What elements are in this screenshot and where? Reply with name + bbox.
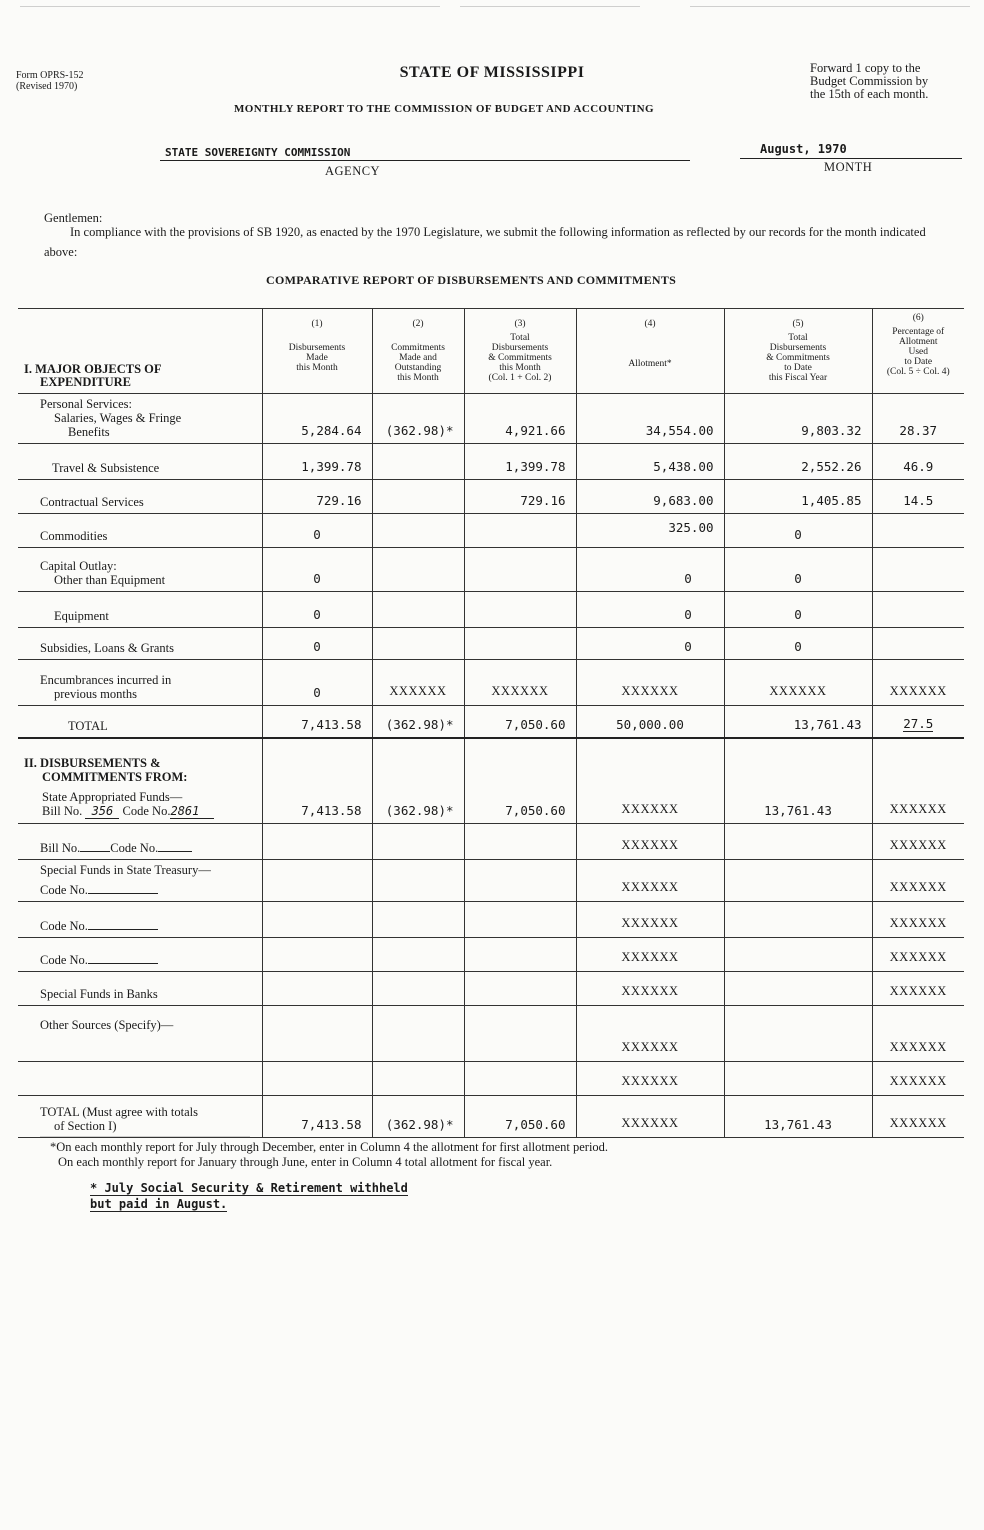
- cell-equipment-col4: 0: [576, 592, 724, 628]
- total1-pct-value: 27.5: [903, 715, 934, 731]
- cell-personal-col6: 28.37: [872, 394, 964, 444]
- col1-number: (1): [311, 319, 323, 329]
- row-label-special-banks: Special Funds in Banks: [18, 972, 262, 1006]
- cell-banks-col6: XXXXXX: [872, 972, 964, 1006]
- cell-equipment-col6: [872, 592, 964, 628]
- cell-total1-col3: 7,050.60: [464, 706, 576, 738]
- cell-capital-col6: [872, 548, 964, 592]
- col2-header: [372, 309, 464, 394]
- cell-encumbrances-col5: XXXXXX: [724, 660, 872, 706]
- encumbrances-label-2: previous months: [54, 687, 137, 701]
- cell-subsidies-col2: [372, 628, 464, 660]
- intro-paragraph: In compliance with the provisions of SB 1920, as enacted by the 1970 Legislature, we submit the following information as reflected by our records for the month indicated above:: [44, 225, 926, 259]
- cell-contractual-col4: 9,683.00: [576, 480, 724, 514]
- col3-label-2: Disbursements: [491, 343, 549, 353]
- cell-code-a-col4: XXXXXX: [576, 902, 724, 938]
- col3-label-1: Total: [510, 333, 530, 343]
- agency-label: AGENCY: [325, 164, 381, 178]
- cell-commodities-col5: 0: [724, 514, 872, 548]
- col5-label-1: Total: [788, 333, 808, 343]
- col2-number: (2): [412, 319, 424, 329]
- typed-note: [90, 1180, 408, 1212]
- form-revision: (Revised 1970): [16, 81, 78, 92]
- scan-artifact: [40, 1136, 250, 1137]
- cell-encumbrances-col6: XXXXXX: [872, 660, 964, 706]
- col5-label-5: this Fiscal Year: [768, 373, 828, 383]
- col6-label-2: Allotment: [898, 337, 938, 347]
- cell-travel-col5: 2,552.26: [724, 444, 872, 480]
- col6-label-5: (Col. 5 ÷ Col. 4): [886, 367, 950, 377]
- table-row-code-a: [18, 902, 964, 938]
- section1-title-line2: EXPENDITURE: [40, 375, 131, 389]
- code-a-label: Code No.: [40, 919, 88, 933]
- cell-total2-col4: XXXXXX: [576, 1096, 724, 1138]
- cell-travel-col2: [372, 444, 464, 480]
- cell-state-col2: (362.98)*: [372, 738, 464, 824]
- agency-name-value: STATE SOVEREIGNTY COMMISSION: [165, 146, 351, 159]
- col5-label-4: to Date: [784, 363, 812, 373]
- cell-encumbrances-col1: 0: [262, 660, 372, 706]
- cell-subsidies-col6: [872, 628, 964, 660]
- col2-label-1: Commitments: [391, 343, 445, 353]
- cell-personal-col3: 4,921.66: [464, 394, 576, 444]
- treasury-code-label: Code No.: [40, 883, 88, 897]
- greeting: Gentlemen:: [44, 211, 103, 225]
- month-underline: [740, 158, 962, 159]
- cell-code-b-col6: XXXXXX: [872, 938, 964, 972]
- row-label-personal-services: [18, 394, 262, 444]
- cell-encumbrances-col2: XXXXXX: [372, 660, 464, 706]
- row-label-bill-2: [18, 824, 262, 860]
- row-label-section1-total: TOTAL: [18, 706, 262, 738]
- cell-banks-col4: XXXXXX: [576, 972, 724, 1006]
- forward-line-1: Forward 1 copy to the: [810, 61, 921, 75]
- row-label-equipment: Equipment: [18, 592, 262, 628]
- cell-other-col4: XXXXXX: [576, 1006, 724, 1062]
- typed-note-line-2: but paid in August.: [90, 1197, 228, 1211]
- cell-commodities-col6: [872, 514, 964, 548]
- row-label-other-sources: Other Sources (Specify)—: [18, 1006, 262, 1062]
- col6-label-3: Used: [908, 347, 929, 357]
- bill-number-value: 356: [85, 804, 119, 819]
- cell-encumbrances-col4: XXXXXX: [576, 660, 724, 706]
- month-value: August, 1970: [760, 142, 847, 156]
- cell-total1-col5: 13,761.43: [724, 706, 872, 738]
- footnote-allotment: [50, 1140, 608, 1170]
- col5-label-3: & Commitments: [766, 353, 830, 363]
- table-row-bill-2: [18, 824, 964, 860]
- cell-capital-col5: 0: [724, 548, 872, 592]
- cell-commodities-col4: 325.00: [576, 514, 724, 548]
- cell-blank-col6: XXXXXX: [872, 1062, 964, 1096]
- footnote-line-2: On each monthly report for January through June, enter in Column 4 total allotment for fiscal year.: [58, 1155, 553, 1169]
- forward-line-3: the 15th of each month.: [810, 87, 929, 101]
- col3-label-3: & Commitments: [488, 353, 552, 363]
- scan-artifact: [690, 6, 970, 7]
- cell-other-col6: XXXXXX: [872, 1006, 964, 1062]
- table-row-special-banks: [18, 972, 964, 1006]
- table-row-travel: [18, 444, 964, 480]
- cell-subsidies-col5: 0: [724, 628, 872, 660]
- state-funds-label: State Appropriated Funds—: [42, 790, 183, 804]
- total2-label-1: TOTAL (Must agree with totals: [40, 1105, 198, 1119]
- cell-personal-col1: 5,284.64: [262, 394, 372, 444]
- cell-commodities-col1: 0: [262, 514, 372, 548]
- cell-travel-col4: 5,438.00: [576, 444, 724, 480]
- table-row-encumbrances: [18, 660, 964, 706]
- col5-number: (5): [792, 319, 804, 329]
- cell-equipment-col3: [464, 592, 576, 628]
- table-row-equipment: [18, 592, 964, 628]
- cell-total1-col2: (362.98)*: [372, 706, 464, 738]
- cell-travel-col3: 1,399.78: [464, 444, 576, 480]
- section1-title: [18, 309, 262, 394]
- table-row-code-b: [18, 938, 964, 972]
- col1-label-2: Made: [306, 353, 328, 363]
- cell-total1-col4: 50,000.00: [576, 706, 724, 738]
- col6-header: [872, 309, 964, 394]
- cell-treasury-col4: XXXXXX: [576, 860, 724, 902]
- month-label: MONTH: [824, 160, 873, 174]
- personal-label-2: Salaries, Wages & Fringe: [54, 411, 182, 425]
- table-row-contractual: [18, 480, 964, 514]
- col4-header: [576, 309, 724, 394]
- section2-title-line1: II. DISBURSEMENTS &: [24, 756, 161, 770]
- report-title: COMPARATIVE REPORT OF DISBURSEMENTS AND COMMITMENTS: [266, 273, 677, 287]
- cell-capital-col2: [372, 548, 464, 592]
- row-label-encumbrances: [18, 660, 262, 706]
- code-number-value: 2861: [170, 804, 214, 819]
- cell-state-col4: XXXXXX: [576, 738, 724, 824]
- agency-underline: [160, 160, 690, 161]
- forward-instructions: [810, 62, 962, 101]
- cell-equipment-col1: 0: [262, 592, 372, 628]
- comparative-report-table: [18, 308, 964, 1138]
- col2-label-3: Outstanding: [394, 363, 442, 373]
- personal-label-3: Benefits: [68, 425, 110, 439]
- total2-label-2: of Section I): [54, 1119, 117, 1133]
- cell-subsidies-col3: [464, 628, 576, 660]
- table-row-section1-total: [18, 706, 964, 738]
- bill-label: Bill No.: [42, 804, 83, 818]
- row-label-travel: Travel & Subsistence: [18, 444, 262, 480]
- row-label-code-b: [18, 938, 262, 972]
- row-label-subsidies: Subsidies, Loans & Grants: [18, 628, 262, 660]
- cell-equipment-col2: [372, 592, 464, 628]
- cell-encumbrances-col3: XXXXXX: [464, 660, 576, 706]
- form-number: Form OPRS-152: [16, 70, 84, 81]
- forward-line-2: Budget Commission by: [810, 74, 929, 88]
- table-row-section2-total: [18, 1096, 964, 1138]
- cell-total2-col2: (362.98)*: [372, 1096, 464, 1138]
- cell-capital-col4: 0: [576, 548, 724, 592]
- cell-state-col6: XXXXXX: [872, 738, 964, 824]
- bill2-label: Bill No.: [40, 841, 81, 855]
- cell-state-col5: 13,761.43: [724, 738, 872, 824]
- col4-label-1: Allotment*: [628, 359, 672, 369]
- cell-bill2-col6: XXXXXX: [872, 824, 964, 860]
- cell-subsidies-col4: 0: [576, 628, 724, 660]
- cell-personal-col4: 34,554.00: [576, 394, 724, 444]
- cell-commodities-col3: [464, 514, 576, 548]
- cell-total2-col6: XXXXXX: [872, 1096, 964, 1138]
- table-row-personal-services: [18, 394, 964, 444]
- col4-number: (4): [644, 319, 656, 329]
- special-treasury-label: Special Funds in State Treasury—: [40, 863, 211, 877]
- cell-contractual-col2: [372, 480, 464, 514]
- cell-contractual-col5: 1,405.85: [724, 480, 872, 514]
- col3-label-5: (Col. 1 + Col. 2): [488, 373, 552, 383]
- encumbrances-label-1: Encumbrances incurred in: [40, 673, 172, 687]
- code-label: Code No.: [122, 804, 171, 818]
- cell-treasury-col6: XXXXXX: [872, 860, 964, 902]
- cell-code-b-col4: XXXXXX: [576, 938, 724, 972]
- cell-subsidies-col1: 0: [262, 628, 372, 660]
- table-row-state-funds: [18, 738, 964, 824]
- bill-code-line: [24, 804, 258, 819]
- row-label-section2-total: [18, 1096, 262, 1138]
- scan-artifact: [460, 6, 640, 7]
- cell-state-col1: 7,413.58: [262, 738, 372, 824]
- code2-label: Code No.: [110, 841, 159, 855]
- col6-number: (6): [912, 313, 924, 323]
- cell-total2-col3: 7,050.60: [464, 1096, 576, 1138]
- cell-total1-col1: 7,413.58: [262, 706, 372, 738]
- col3-header: [464, 309, 576, 394]
- cell-contractual-col3: 729.16: [464, 480, 576, 514]
- col1-label-1: Disbursements: [288, 343, 346, 353]
- cell-total2-col5: 13,761.43: [724, 1096, 872, 1138]
- capital-label-2: Other than Equipment: [54, 573, 166, 587]
- col3-label-4: this Month: [499, 363, 541, 373]
- capital-label-1: Capital Outlay:: [40, 559, 117, 573]
- cell-total2-col1: 7,413.58: [262, 1096, 372, 1138]
- cell-travel-col6: 46.9: [872, 444, 964, 480]
- cell-total1-col6: [872, 706, 964, 738]
- footnote-line-1: *On each monthly report for July through December, enter in Column 4 the allotment for first allotment period.: [50, 1140, 609, 1154]
- table-row-other-sources: [18, 1006, 964, 1062]
- row-label-code-a: [18, 902, 262, 938]
- section1-title-line1: I. MAJOR OBJECTS OF: [24, 362, 162, 376]
- cell-personal-col2: (362.98)*: [372, 394, 464, 444]
- col5-label-2: Disbursements: [769, 343, 827, 353]
- cell-blank-col4: XXXXXX: [576, 1062, 724, 1096]
- typed-note-line-1: * July Social Security & Retirement withheld: [90, 1181, 408, 1195]
- cell-contractual-col1: 729.16: [262, 480, 372, 514]
- code-b-label: Code No.: [40, 953, 88, 967]
- cell-capital-col3: [464, 548, 576, 592]
- col6-label-1: Percentage of: [892, 327, 945, 337]
- col6-label-4: to Date: [904, 357, 933, 367]
- cell-personal-col5: 9,803.32: [724, 394, 872, 444]
- state-title: STATE OF MISSISSIPPI: [399, 64, 585, 81]
- table-row-subsidies: [18, 628, 964, 660]
- personal-label-1: Personal Services:: [40, 397, 132, 411]
- row-label-special-treasury: [18, 860, 262, 902]
- table-row-capital-outlay: [18, 548, 964, 592]
- section2-title-line2: COMMITMENTS FROM:: [42, 770, 188, 784]
- cell-equipment-col5: 0: [724, 592, 872, 628]
- col5-header: [724, 309, 872, 394]
- col3-number: (3): [514, 319, 526, 329]
- cell-code-a-col6: XXXXXX: [872, 902, 964, 938]
- scan-artifact: [20, 6, 440, 7]
- table-row-blank: [18, 1062, 964, 1096]
- col1-label-3: this Month: [296, 363, 338, 373]
- cell-bill2-col4: XXXXXX: [576, 824, 724, 860]
- row-label-capital-outlay: [18, 548, 262, 592]
- table-row-special-treasury: [18, 860, 964, 902]
- col2-label-4: this Month: [397, 373, 439, 383]
- table-row-commodities: [18, 514, 964, 548]
- cell-commodities-col2: [372, 514, 464, 548]
- col2-label-2: Made and: [399, 353, 437, 363]
- cell-capital-col1: 0: [262, 548, 372, 592]
- report-subtitle: MONTHLY REPORT TO THE COMMISSION OF BUDGET AND ACCOUNTING: [234, 103, 654, 115]
- row-label-contractual: Contractual Services: [18, 480, 262, 514]
- row-label-commodities: Commodities: [18, 514, 262, 548]
- row-label-state-funds: [18, 738, 262, 824]
- cell-contractual-col6: 14.5: [872, 480, 964, 514]
- cell-travel-col1: 1,399.78: [262, 444, 372, 480]
- table-header-row: [18, 309, 964, 394]
- cell-state-col3: 7,050.60: [464, 738, 576, 824]
- col1-header: [262, 309, 372, 394]
